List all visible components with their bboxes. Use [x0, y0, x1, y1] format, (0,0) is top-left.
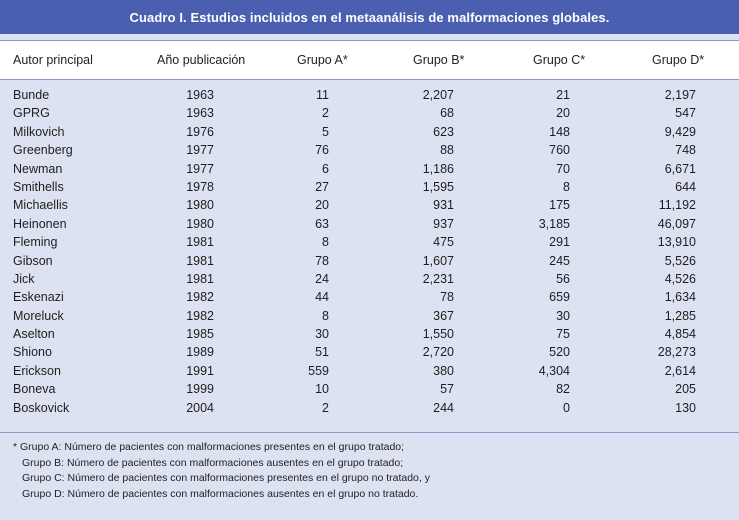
cell-group-c: 148	[549, 124, 570, 139]
cell-author: GPRG	[13, 106, 50, 121]
table-row	[0, 289, 739, 307]
cell-group-c: 3,185	[538, 216, 570, 231]
footnote-line: * Grupo A: Número de pacientes con malformaciones presentes en el grupo tratado;	[13, 441, 405, 453]
cell-group-b: 2,720	[422, 345, 454, 360]
cell-group-c: 21	[556, 88, 570, 102]
cell-author: Shiono	[13, 345, 52, 360]
table-title: Cuadro I. Estudios incluidos en el metaanálisis de malformaciones globales.	[0, 0, 739, 34]
cell-group-c: 75	[556, 327, 570, 342]
cell-year: 1981	[186, 235, 214, 250]
footnote-line: Grupo D: Número de pacientes con malformaciones ausentes en el grupo no tratado.	[22, 487, 419, 500]
cell-group-a: 76	[315, 143, 329, 158]
cell-author: Boskovick	[13, 400, 70, 415]
cell-group-c: 82	[556, 382, 570, 397]
cell-group-b: 1,607	[422, 253, 454, 268]
header-group-a: Grupo A*	[297, 53, 348, 67]
cell-group-d: 5,526	[664, 253, 696, 268]
cell-group-d: 748	[675, 143, 696, 158]
cell-group-d: 2,614	[664, 363, 696, 378]
cell-group-c: 175	[549, 198, 570, 213]
table-row	[0, 234, 739, 252]
header-group-b: Grupo B*	[413, 53, 465, 67]
cell-author: Gibson	[13, 253, 53, 268]
cell-group-c: 291	[549, 235, 570, 250]
cell-group-d: 9,429	[664, 124, 696, 139]
cell-year: 1963	[186, 106, 214, 121]
table-row	[0, 87, 739, 105]
cell-year: 1982	[186, 308, 214, 323]
table-row	[0, 179, 739, 197]
table-header-row	[0, 40, 739, 80]
cell-year: 1982	[186, 290, 214, 305]
cell-group-b: 78	[440, 290, 454, 305]
table-row	[0, 363, 739, 381]
cell-group-a: 27	[315, 179, 329, 194]
cell-year: 1999	[186, 382, 214, 397]
cell-group-c: 760	[549, 143, 570, 158]
cell-group-c: 20	[556, 106, 570, 121]
cell-group-a: 20	[315, 198, 329, 213]
cell-year: 2004	[186, 400, 214, 415]
cell-group-c: 0	[563, 400, 570, 415]
table-row	[0, 400, 739, 418]
cell-group-a: 8	[322, 308, 329, 323]
cell-author: Michaellis	[13, 198, 68, 213]
cell-group-a: 63	[315, 216, 329, 231]
cell-year: 1978	[186, 179, 214, 194]
cell-year: 1977	[186, 161, 214, 176]
cell-group-b: 1,186	[422, 161, 454, 176]
cell-year: 1963	[186, 88, 214, 102]
cell-group-b: 623	[433, 124, 454, 139]
footnote-line: Grupo B: Número de pacientes con malformaciones ausentes en el grupo tratado;	[22, 456, 404, 469]
cell-author: Boneva	[13, 382, 56, 397]
cell-author: Moreluck	[13, 308, 64, 323]
cell-author: Heinonen	[13, 216, 67, 231]
footnotes	[13, 440, 430, 502]
table-body	[0, 87, 739, 418]
cell-year: 1977	[186, 143, 214, 158]
cell-author: Smithells	[13, 179, 64, 194]
header-group-d: Grupo D*	[652, 53, 705, 67]
cell-group-a: 24	[315, 271, 329, 286]
cell-group-d: 205	[675, 382, 696, 397]
table-row	[0, 253, 739, 271]
cell-group-c: 659	[549, 290, 570, 305]
table-row	[0, 308, 739, 326]
cell-group-d: 1,285	[664, 308, 696, 323]
cell-year: 1980	[186, 216, 214, 231]
cell-group-b: 475	[433, 235, 454, 250]
table-row	[0, 124, 739, 142]
table-row	[0, 142, 739, 160]
cell-group-d: 46,097	[657, 216, 696, 231]
table-row	[0, 381, 739, 399]
table-row	[0, 161, 739, 179]
cell-author: Greenberg	[13, 143, 73, 158]
cell-author: Erickson	[13, 363, 61, 378]
cell-group-b: 1,550	[422, 327, 454, 342]
cell-group-a: 11	[316, 88, 329, 102]
cell-author: Jick	[13, 271, 35, 286]
cell-group-d: 11,192	[658, 198, 696, 213]
cell-group-b: 57	[440, 382, 454, 397]
cell-author: Milkovich	[13, 124, 65, 139]
cell-group-c: 70	[556, 161, 570, 176]
cell-group-d: 4,526	[664, 271, 696, 286]
cell-group-a: 6	[322, 161, 329, 176]
cell-group-d: 644	[675, 179, 696, 194]
cell-year: 1985	[186, 327, 214, 342]
cell-group-a: 2	[322, 106, 329, 121]
header-author: Autor principal	[13, 53, 93, 67]
cell-group-d: 1,634	[664, 290, 696, 305]
table-row	[0, 105, 739, 123]
footnote-divider	[0, 432, 739, 433]
cell-group-a: 30	[315, 327, 329, 342]
cell-group-b: 1,595	[422, 179, 454, 194]
cell-author: Fleming	[13, 235, 58, 250]
cell-group-a: 8	[322, 235, 329, 250]
cell-author: Aselton	[13, 327, 55, 342]
cell-year: 1991	[186, 363, 214, 378]
cell-group-b: 68	[440, 106, 454, 121]
cell-group-c: 520	[549, 345, 570, 360]
table-row	[0, 216, 739, 234]
cell-group-b: 367	[433, 308, 454, 323]
cell-group-d: 2,197	[664, 88, 696, 102]
cell-group-a: 44	[315, 290, 329, 305]
cell-group-b: 380	[433, 363, 454, 378]
cell-author: Newman	[13, 161, 63, 176]
cell-group-b: 2,231	[422, 271, 454, 286]
cell-group-b: 2,207	[422, 88, 454, 102]
cell-group-d: 28,273	[657, 345, 696, 360]
cell-group-b: 931	[433, 198, 454, 213]
cell-group-c: 56	[556, 271, 570, 286]
table-row	[0, 344, 739, 362]
cell-group-b: 937	[433, 216, 454, 231]
table-row	[0, 271, 739, 289]
header-group-c: Grupo C*	[533, 53, 586, 67]
cell-group-d: 13,910	[657, 235, 696, 250]
cell-group-b: 244	[433, 400, 454, 415]
cell-author: Bunde	[13, 88, 50, 102]
cell-group-c: 8	[563, 179, 570, 194]
cell-group-a: 2	[322, 400, 329, 415]
cell-year: 1989	[186, 345, 214, 360]
cell-group-c: 30	[556, 308, 570, 323]
cell-year: 1981	[186, 253, 214, 268]
cell-group-c: 245	[549, 253, 570, 268]
cell-group-d: 4,854	[664, 327, 696, 342]
cell-group-a: 559	[308, 363, 329, 378]
cell-group-a: 10	[315, 382, 329, 397]
cell-group-b: 88	[440, 143, 454, 158]
cell-group-d: 130	[675, 400, 696, 415]
cell-year: 1981	[186, 271, 214, 286]
cell-group-a: 78	[315, 253, 329, 268]
cell-group-d: 6,671	[664, 161, 696, 176]
footnote-line: Grupo C: Número de pacientes con malformaciones presentes en el grupo no tratado, y	[22, 472, 430, 484]
cell-group-a: 51	[315, 345, 329, 360]
cell-author: Eskenazi	[13, 290, 64, 305]
table-row	[0, 326, 739, 344]
table-row	[0, 197, 739, 215]
cell-group-c: 4,304	[538, 363, 570, 378]
cell-year: 1976	[186, 124, 214, 139]
header-year: Año publicación	[157, 53, 246, 67]
cell-group-d: 547	[675, 106, 696, 121]
cell-group-a: 5	[322, 124, 329, 139]
cell-year: 1980	[186, 198, 214, 213]
